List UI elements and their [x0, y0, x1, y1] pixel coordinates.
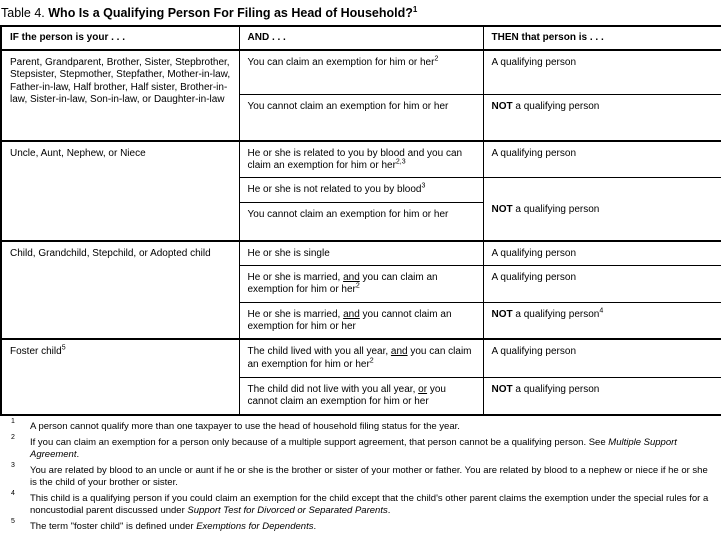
table-title-text: Who Is a Qualifying Person For Filing as Head of Household?	[44, 6, 413, 21]
table-row	[1, 339, 721, 377]
footnote-5: 5 The term "foster child" is defined under Exemptions for Dependents.	[11, 517, 317, 532]
cell-then-not-qualifying: NOT a qualifying person	[483, 377, 721, 415]
table-number: Table 4.	[1, 6, 45, 21]
cell-who-relatives	[1, 50, 239, 141]
footnote-4: 4 This child is a qualifying person if you could claim an exemption for the child except that the child's other parent claims the exemption under the special rules for a noncustodial parent discussed under Support Test for Divorced or Separated Parents.	[11, 489, 709, 517]
cell-who-uncle-aunt	[1, 141, 239, 242]
cell-and-foster-not-all-year: The child did not live with you all year, or you cannot claim an exemption for him or her	[239, 377, 483, 415]
cell-and-uncle-cannot-claim: You cannot claim an exemption for him or her	[239, 202, 483, 241]
cell-who-child	[1, 241, 239, 339]
cell-and-relatives-cannot-claim: You cannot claim an exemption for him or her	[239, 95, 483, 141]
cell-then-not-qualifying: NOT a qualifying person$^4$	[483, 302, 721, 339]
cell-then-qualifying: A qualifying person	[483, 241, 721, 265]
qualifying-person-table	[0, 25, 721, 416]
footnotes	[0, 418, 721, 533]
footnote-ref: 2	[355, 282, 360, 290]
cell-and-blood-can-claim: He or she is related to you by blood and you can claim an exemption for him or her$^{2,3}$	[239, 141, 483, 178]
table-row	[1, 50, 721, 95]
who-text: Foster child	[10, 346, 62, 358]
footnote-ref: 3	[421, 182, 426, 190]
footnote-ref: 2	[434, 55, 439, 63]
footnote-3: 3 You are related by blood to an uncle or aunt if he or she is the brother or sister of your mother or father. You are related by blood to a nephew or niece if he or she is the child of your brother or sister.	[11, 461, 708, 489]
footnote-ref: 4	[599, 307, 604, 315]
who-text: Uncle, Aunt, Nephew, or Niece	[10, 147, 146, 159]
table-row	[1, 241, 721, 265]
cell-and-child-married-can-claim: He or she is married, and you can claim an exemption for him or her$^2$	[239, 265, 483, 302]
cell-and-foster-lived-all-year: The child lived with you all year, and you can claim an exemption for him or her$^2$	[239, 339, 483, 377]
header-row	[1, 26, 721, 50]
cell-then-qualifying: A qualifying person	[483, 339, 721, 377]
col-header-then: THEN that person is . . .	[483, 26, 721, 50]
cell-then-qualifying: A qualifying person	[483, 265, 721, 302]
col-header-and: AND . . .	[239, 26, 483, 50]
who-text: Parent, Grandparent, Brother, Sister, Stepbrother, Stepsister, Stepmother, Stepfather, Mother-in-law, Father-in-law, Half brother, Half sister, Brother-in-law, Sister-in-law, Son-in-law, or Daughter-in-law	[10, 56, 231, 106]
who-text: Child, Grandchild, Stepchild, or Adopted child	[10, 248, 211, 260]
cell-then-not-qualifying: NOT a qualifying person	[483, 177, 721, 241]
cell-then-qualifying: A qualifying person	[483, 141, 721, 178]
table-title	[1, 2, 721, 21]
footnote-ref: 2	[369, 357, 374, 365]
footnote-1: 1 A person cannot qualify more than one taxpayer to use the head of household filing status for the year.	[11, 418, 460, 433]
footnote-ref: 5	[61, 344, 66, 352]
cell-then-not-qualifying: NOT a qualifying person	[483, 95, 721, 141]
title-footnote-ref: 1	[412, 5, 418, 14]
cell-and-not-blood: He or she is not related to you by blood$^3$	[239, 177, 483, 202]
col-header-if: IF the person is your . . .	[1, 26, 239, 50]
cell-then-qualifying: A qualifying person	[483, 50, 721, 95]
footnote-2: 2 If you can claim an exemption for a person only because of a multiple support agreement, that person cannot be a qualifying person. See Multiple Support Agreement.	[11, 433, 677, 461]
table-row	[1, 141, 721, 178]
cell-and-child-married-cannot-claim: He or she is married, and you cannot claim an exemption for him or her	[239, 302, 483, 339]
footnote-ref: 2,3	[395, 158, 406, 166]
cell-and-relatives-can-claim: You can claim an exemption for him or her$^2$	[239, 50, 483, 95]
cell-and-child-single: He or she is single	[239, 241, 483, 265]
cell-who-foster-child	[1, 339, 239, 415]
